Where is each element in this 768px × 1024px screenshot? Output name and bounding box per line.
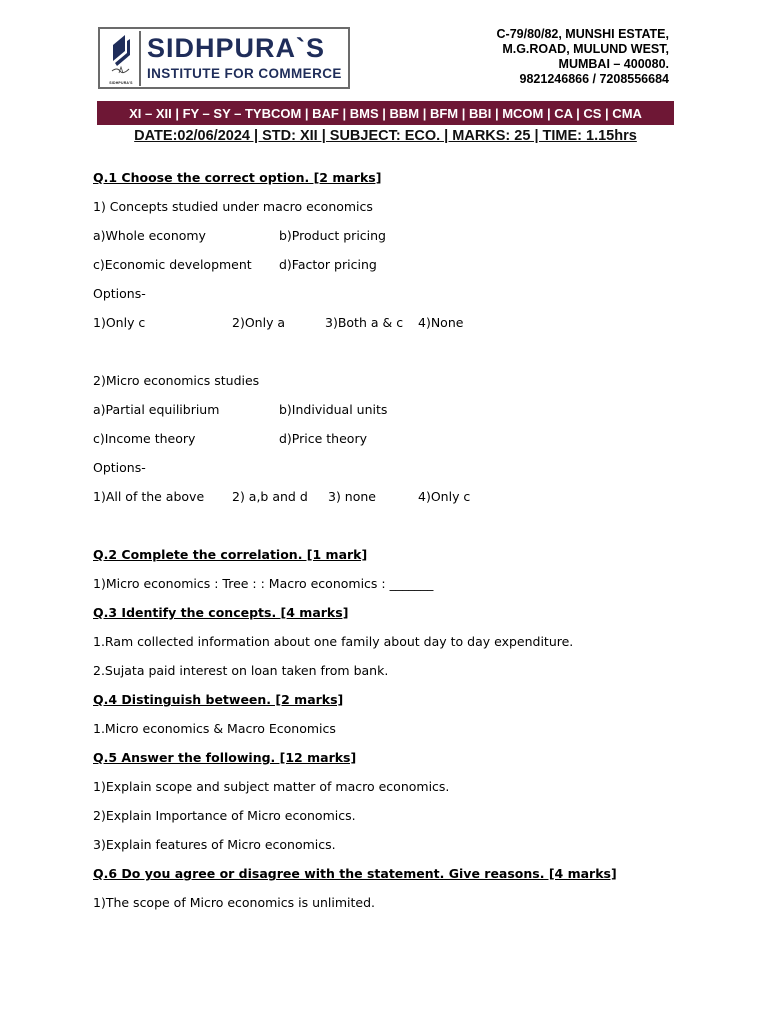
q1-sub1-options-label: Options- (93, 286, 146, 301)
choice-1: 1)All of the above (93, 489, 205, 504)
q1-sub1-question: 1) Concepts studied under macro economics (93, 199, 373, 214)
q2-heading: Q.2 Complete the correlation. [1 mark] (93, 547, 368, 562)
choice-4: 4)Only c (418, 489, 471, 504)
q1-sub2-options-ab (93, 400, 693, 429)
q5-item: 1)Explain scope and subject matter of macro economics. (93, 779, 450, 794)
option-d: d)Factor pricing (279, 257, 377, 272)
option-b: b)Product pricing (279, 228, 386, 243)
q3-item: 2.Sujata paid interest on loan taken from bank. (93, 663, 389, 678)
option-c: c)Economic development (93, 257, 252, 272)
courses-banner: XI – XII | FY – SY – TYBCOM | BAF | BMS | BBM | BFM | BBI | MCOM | CA | CS | CMA (97, 101, 674, 125)
logo-emblem-icon (103, 31, 141, 86)
choice-2: 2)Only a (232, 315, 286, 330)
q4-heading: Q.4 Distinguish between. [2 marks] (93, 692, 344, 707)
q3-item: 1.Ram collected information about one family about day to day expenditure. (93, 634, 574, 649)
institute-logo (98, 27, 350, 89)
choice-3: 3) none (328, 489, 376, 504)
institute-address (497, 27, 670, 87)
address-line: M.G.ROAD, MULUND WEST, (502, 42, 669, 56)
option-c: c)Income theory (93, 431, 196, 446)
spacer (93, 516, 693, 545)
address-line: MUMBAI – 400080. (558, 57, 669, 71)
q5-item: 2)Explain Importance of Micro economics. (93, 808, 356, 823)
option-a: a)Partial equilibrium (93, 402, 220, 417)
choice-2: 2) a,b and d (232, 489, 308, 504)
institute-tagline: INSTITUTE FOR COMMERCE (147, 66, 342, 81)
q1-sub1-options-cd (93, 255, 693, 284)
option-b: b)Individual units (279, 402, 388, 417)
q1-sub2-question: 2)Micro economics studies (93, 373, 260, 388)
q1-sub1-choices (93, 313, 693, 342)
q1-sub1-options-ab (93, 226, 693, 255)
q2-item: 1)Micro economics : Tree : : Macro economics : _______ (93, 576, 434, 591)
spacer (93, 342, 693, 371)
institute-name: SIDHPURA`S (147, 33, 326, 63)
q3-heading: Q.3 Identify the concepts. [4 marks] (93, 605, 349, 620)
choice-3: 3)Both a & c (325, 315, 404, 330)
choice-4: 4)None (418, 315, 464, 330)
phone-numbers: 9821246866 / 7208556684 (519, 72, 669, 86)
choice-1: 1)Only c (93, 315, 146, 330)
logo-small-text: SIDHPURA'S (109, 81, 133, 85)
q1-sub2-choices (93, 487, 693, 516)
q1-heading: Q.1 Choose the correct option. [2 marks] (93, 170, 382, 185)
q4-item: 1.Micro economics & Macro Economics (93, 721, 336, 736)
q1-sub2-options-label: Options- (93, 460, 146, 475)
exam-info: DATE:02/06/2024 | STD: XII | SUBJECT: ECO. | MARKS: 25 | TIME: 1.15hrs (134, 128, 637, 144)
q6-heading: Q.6 Do you agree or disagree with the statement. Give reasons. [4 marks] (93, 866, 617, 881)
option-a: a)Whole economy (93, 228, 206, 243)
q6-item: 1)The scope of Micro economics is unlimited. (93, 895, 376, 910)
address-line: C-79/80/82, MUNSHI ESTATE, (496, 27, 669, 41)
q5-heading: Q.5 Answer the following. [12 marks] (93, 750, 357, 765)
q5-item: 3)Explain features of Micro economics. (93, 837, 336, 852)
q1-sub2-options-cd (93, 429, 693, 458)
question-paper (93, 168, 693, 922)
option-d: d)Price theory (279, 431, 367, 446)
